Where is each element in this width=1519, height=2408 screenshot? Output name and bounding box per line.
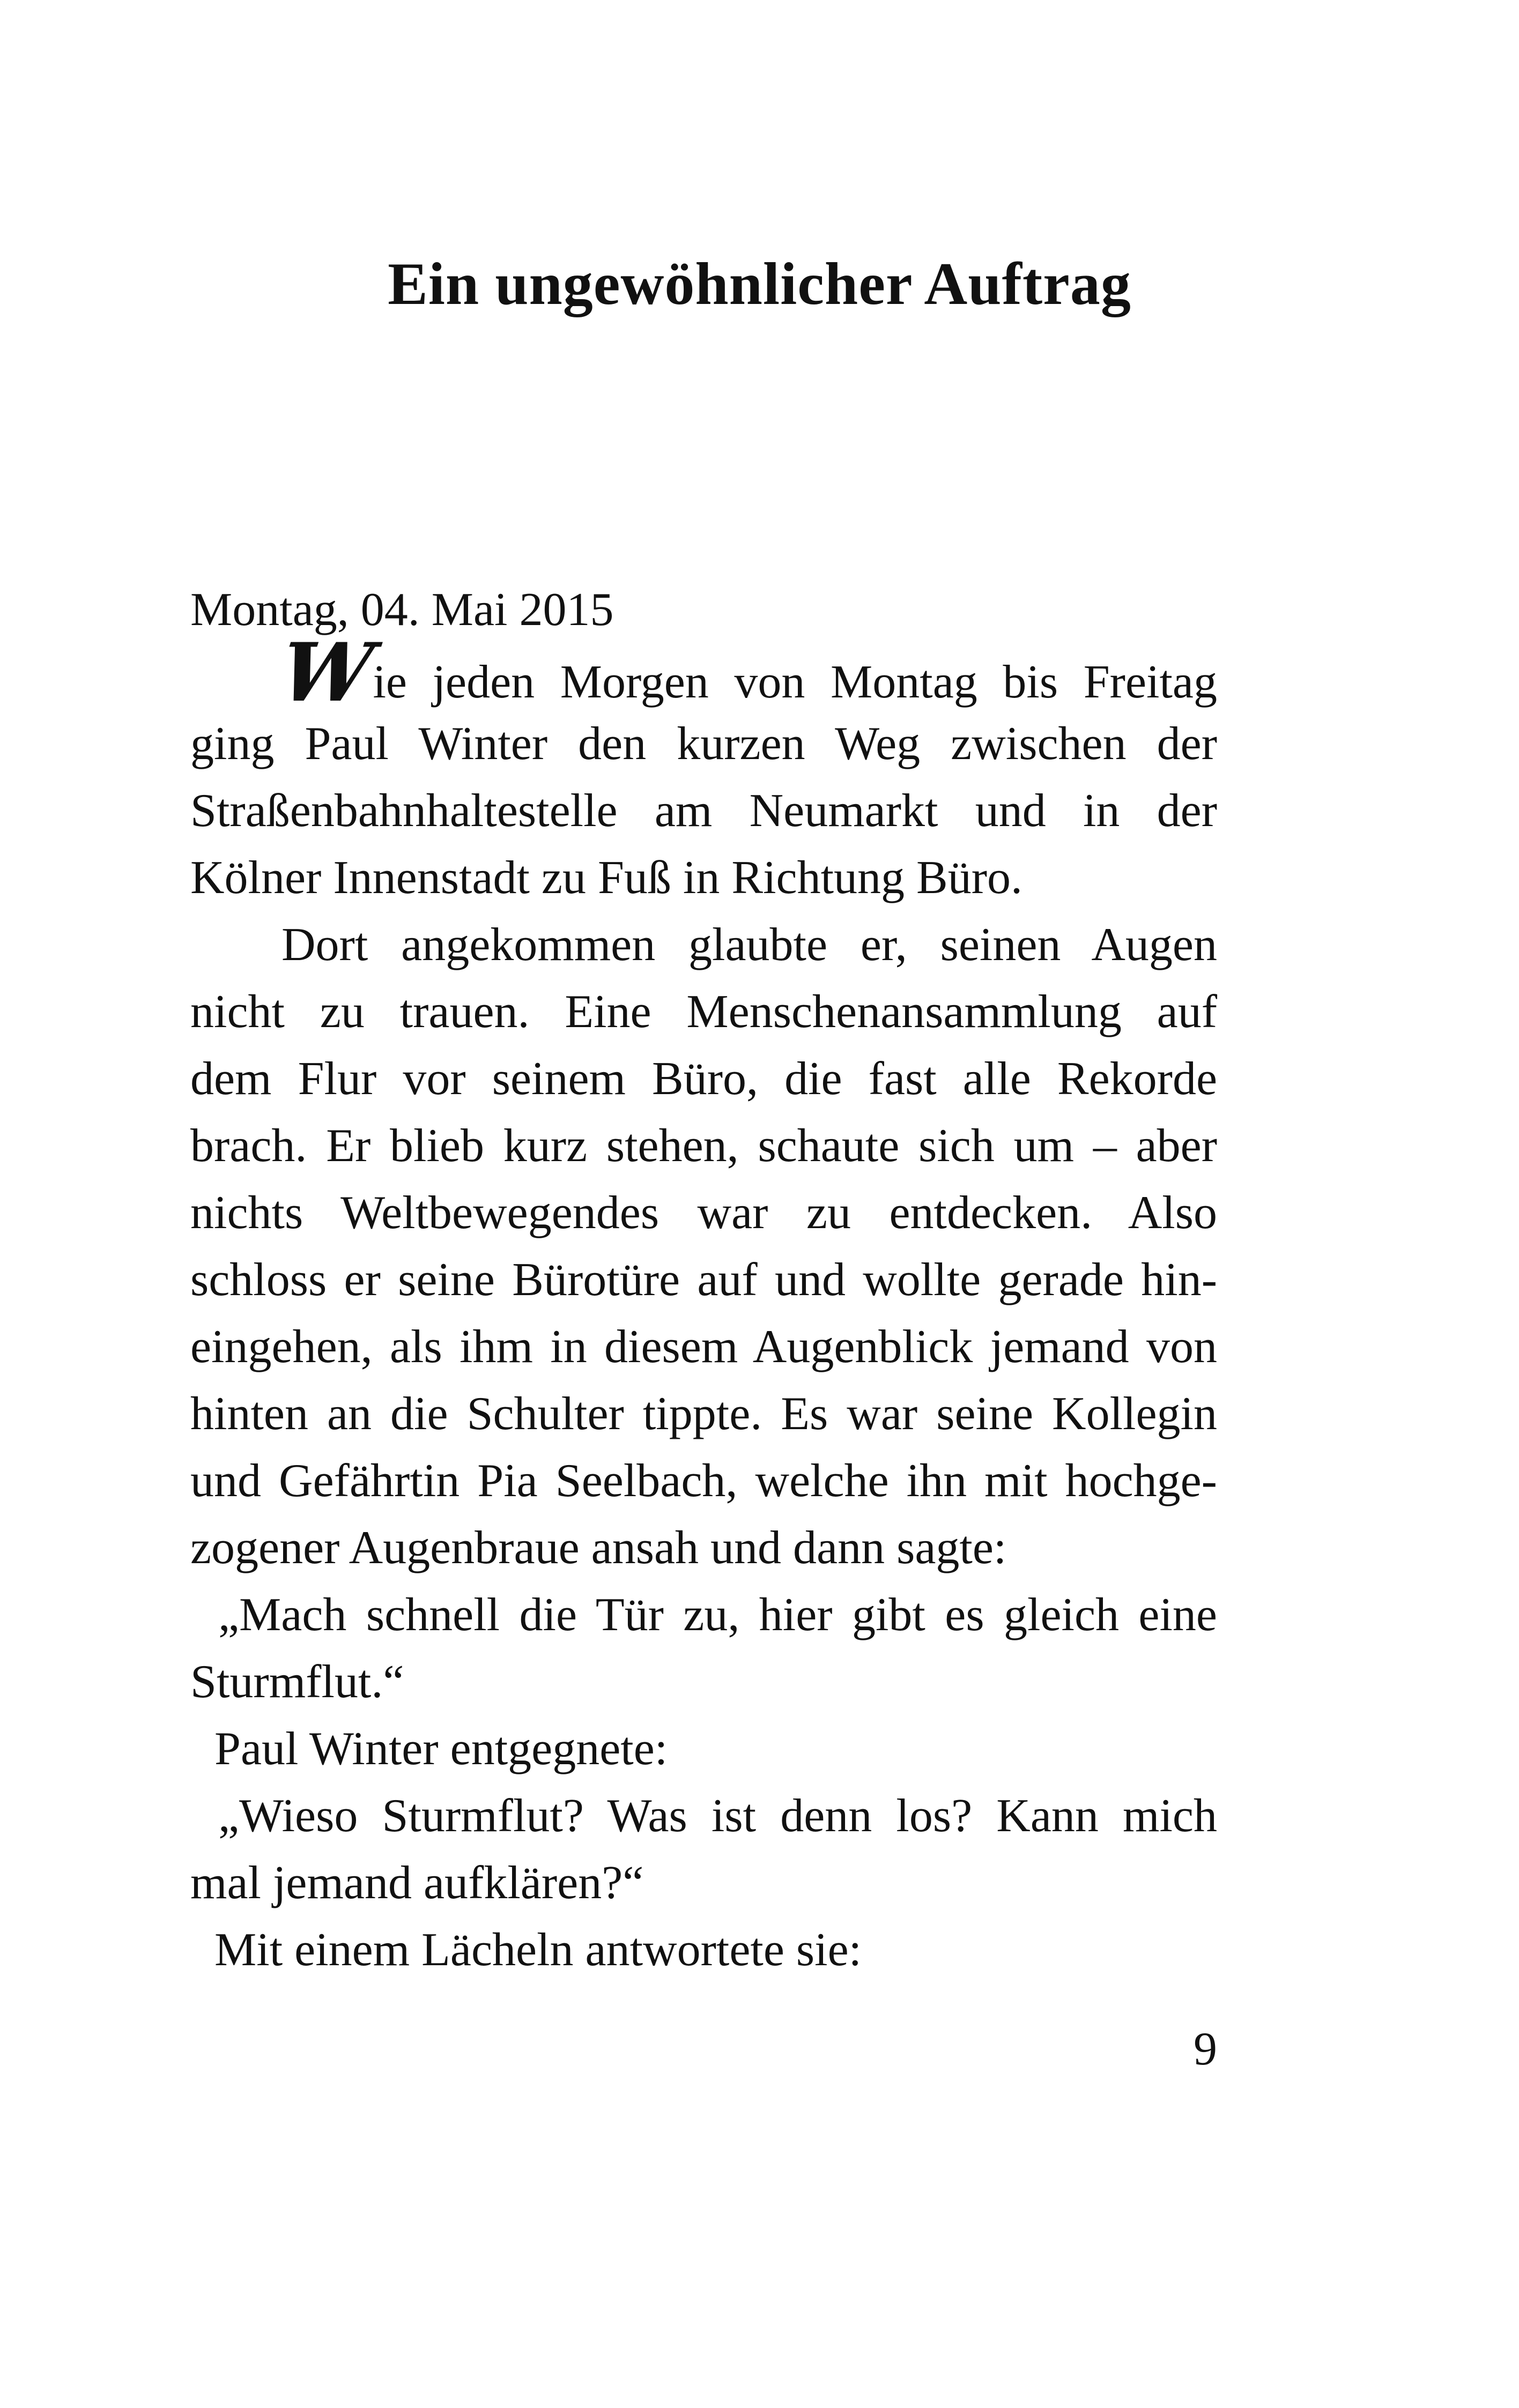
closing-line: Mit einem Lächeln antwortete sie:	[214, 1924, 862, 1976]
paragraph-2-line-6: schloss er seine Bürotüre auf und wollte gerade hin-	[190, 1254, 1217, 1306]
body-text	[190, 576, 1217, 1983]
quote-1	[190, 1581, 1217, 1715]
chapter-title: Ein ungewöhnlicher Auftrag	[388, 251, 1131, 317]
paragraph-1-line-2: ging Paul Winter den kurzen Weg zwischen der	[190, 718, 1217, 770]
paragraph-2-line-8: hinten an die Schulter tippte. Es war seine Kollegin	[190, 1388, 1217, 1440]
quote-2-line-1: „Wieso Sturmflut? Was ist denn los? Kann mich	[218, 1790, 1217, 1842]
paragraph-2-line-2: nicht zu trauen. Eine Menschenansammlung auf	[190, 986, 1217, 1038]
reply-intro: Paul Winter entgegnete:	[214, 1723, 668, 1775]
dropcap-letter: W	[275, 626, 379, 720]
paragraph-2-line-3: dem Flur vor seinem Büro, die fast alle Rekorde	[190, 1053, 1217, 1105]
paragraph-1-line-1-text: ie jeden Morgen von Montag bis Freitag	[373, 656, 1217, 708]
date-line: Montag, 04. Mai 2015	[190, 584, 614, 636]
paragraph-1	[190, 626, 1217, 911]
paragraph-1-line-1	[190, 626, 1217, 720]
paragraph-1-line-3: Straßenbahnhaltestelle am Neumarkt und in der	[190, 785, 1217, 837]
page-number: 9	[1194, 2023, 1217, 2075]
paragraph-2-line-7: eingehen, als ihm in diesem Augenblick jemand von	[190, 1321, 1217, 1373]
paragraph-2-line-1: Dort angekommen glaubte er, seinen Augen	[281, 919, 1217, 971]
paragraph-2	[190, 911, 1217, 1581]
paragraph-2-line-5: nichts Weltbewegendes war zu entdecken. Also	[190, 1187, 1217, 1239]
quote-1-line-1: „Mach schnell die Tür zu, hier gibt es gleich eine	[218, 1589, 1217, 1641]
quote-2	[190, 1782, 1217, 1916]
quote-2-line-2: mal jemand aufklären?“	[190, 1857, 644, 1909]
paragraph-2-line-9: und Gefährtin Pia Seelbach, welche ihn mit hochge-	[190, 1455, 1217, 1507]
paragraph-2-line-4: brach. Er blieb kurz stehen, schaute sich um – aber	[190, 1120, 1217, 1172]
quote-1-line-2: Sturmflut.“	[190, 1656, 404, 1708]
paragraph-1-line-4: Kölner Innenstadt zu Fuß in Richtung Büro.	[190, 852, 1023, 904]
paragraph-2-line-10: zogener Augenbraue ansah und dann sagte:	[190, 1522, 1007, 1574]
